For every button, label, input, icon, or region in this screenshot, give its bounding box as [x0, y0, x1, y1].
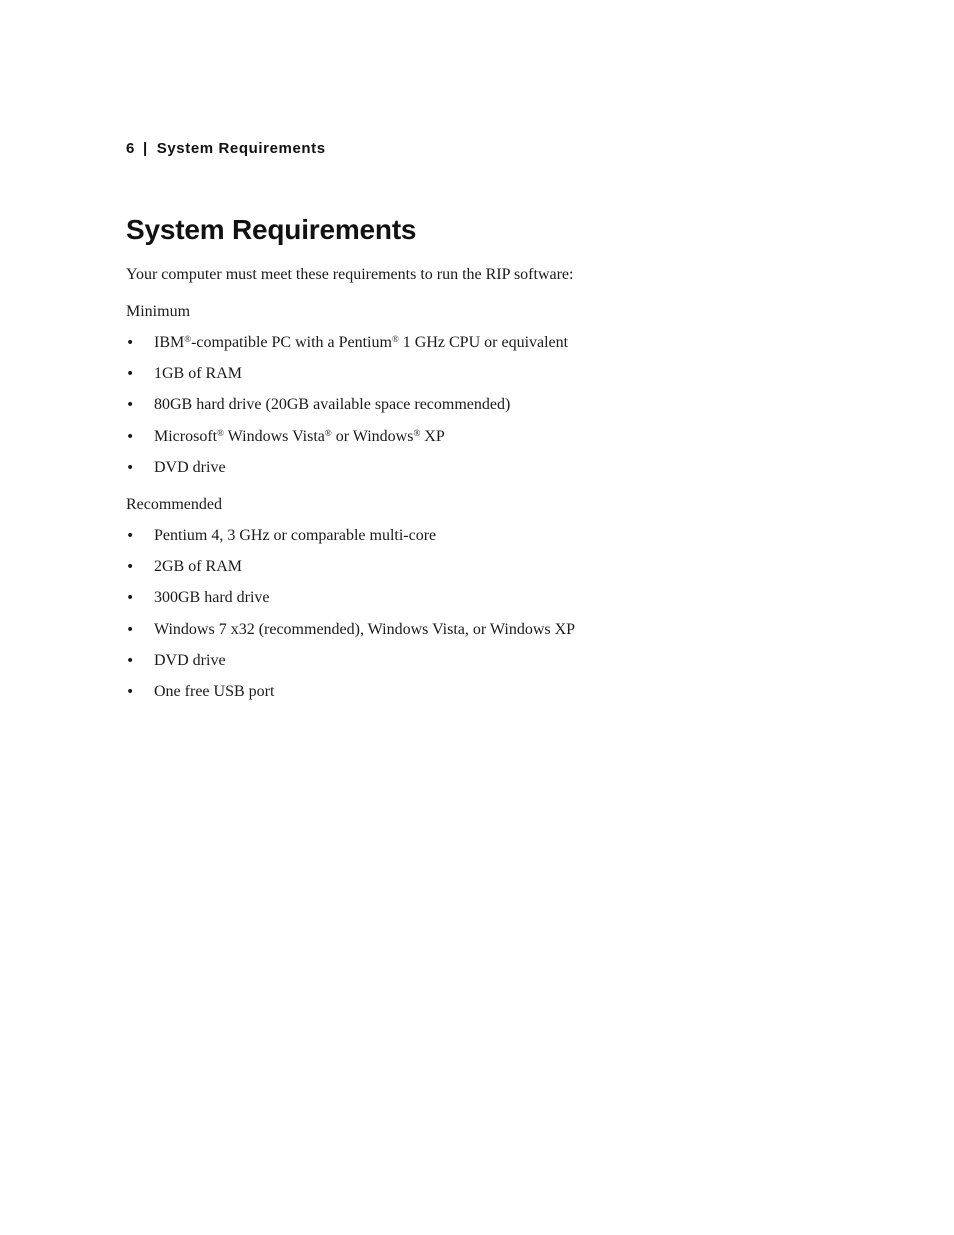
- page-title: System Requirements: [126, 214, 417, 245]
- list-item-text: DVD drive: [154, 458, 226, 476]
- list-item: [126, 365, 568, 396]
- bullet-icon: •: [126, 428, 135, 445]
- registered-mark: ®: [184, 334, 192, 344]
- list-item-text: Windows 7 x32 (recommended), Windows Vista, or Windows XP: [154, 620, 576, 638]
- registered-mark: ®: [391, 334, 399, 344]
- list-item-text: DVD drive: [154, 651, 226, 669]
- bullet-icon: •: [126, 652, 135, 669]
- list-item: [126, 396, 568, 427]
- recommended-label: Recommended: [126, 496, 222, 513]
- list-item: [126, 527, 575, 558]
- registered-mark: ®: [217, 427, 224, 438]
- registered-mark: ®: [324, 427, 332, 438]
- list-item: [126, 683, 575, 714]
- intro-paragraph: Your computer must meet these requirements to run the RIP software:: [126, 266, 574, 283]
- bullet-icon: •: [126, 590, 135, 607]
- bullet-icon: •: [126, 528, 135, 544]
- bullet-icon: •: [126, 559, 135, 576]
- list-item-text: Microsoft® Windows Vista® or Windows® XP: [154, 427, 445, 445]
- bullet-icon: •: [126, 683, 135, 700]
- list-item: [126, 558, 575, 589]
- list-item: [126, 334, 568, 365]
- bullet-icon: •: [126, 397, 135, 414]
- list-item: [126, 428, 568, 459]
- list-item-text: One free USB port: [154, 682, 275, 700]
- bullet-icon: •: [126, 459, 135, 476]
- page-number: 6: [126, 140, 135, 157]
- list-item: [126, 621, 575, 652]
- list-item-text: 300GB hard drive: [154, 589, 270, 607]
- header-section-title: System Requirements: [156, 140, 326, 157]
- list-item-text: 2GB of RAM: [154, 558, 243, 576]
- bullet-icon: •: [126, 335, 135, 351]
- registered-mark: ®: [413, 427, 421, 438]
- list-item: [126, 652, 575, 683]
- recommended-list: [126, 527, 575, 714]
- minimum-label: Minimum: [126, 303, 191, 320]
- running-header: [126, 140, 326, 157]
- list-item-text: 1GB of RAM: [154, 365, 243, 383]
- list-item-text: Pentium 4, 3 GHz or comparable multi-core: [154, 527, 437, 544]
- list-item-text: 80GB hard drive (20GB available space recommended): [154, 396, 511, 414]
- list-item: [126, 459, 568, 490]
- list-item: [126, 589, 575, 620]
- bullet-icon: •: [126, 366, 135, 383]
- header-separator: |: [142, 140, 148, 157]
- bullet-icon: •: [126, 621, 135, 638]
- minimum-list: [126, 334, 568, 490]
- list-item-text: IBM®-compatible PC with a Pentium® 1 GHz CPU or equivalent: [154, 334, 569, 351]
